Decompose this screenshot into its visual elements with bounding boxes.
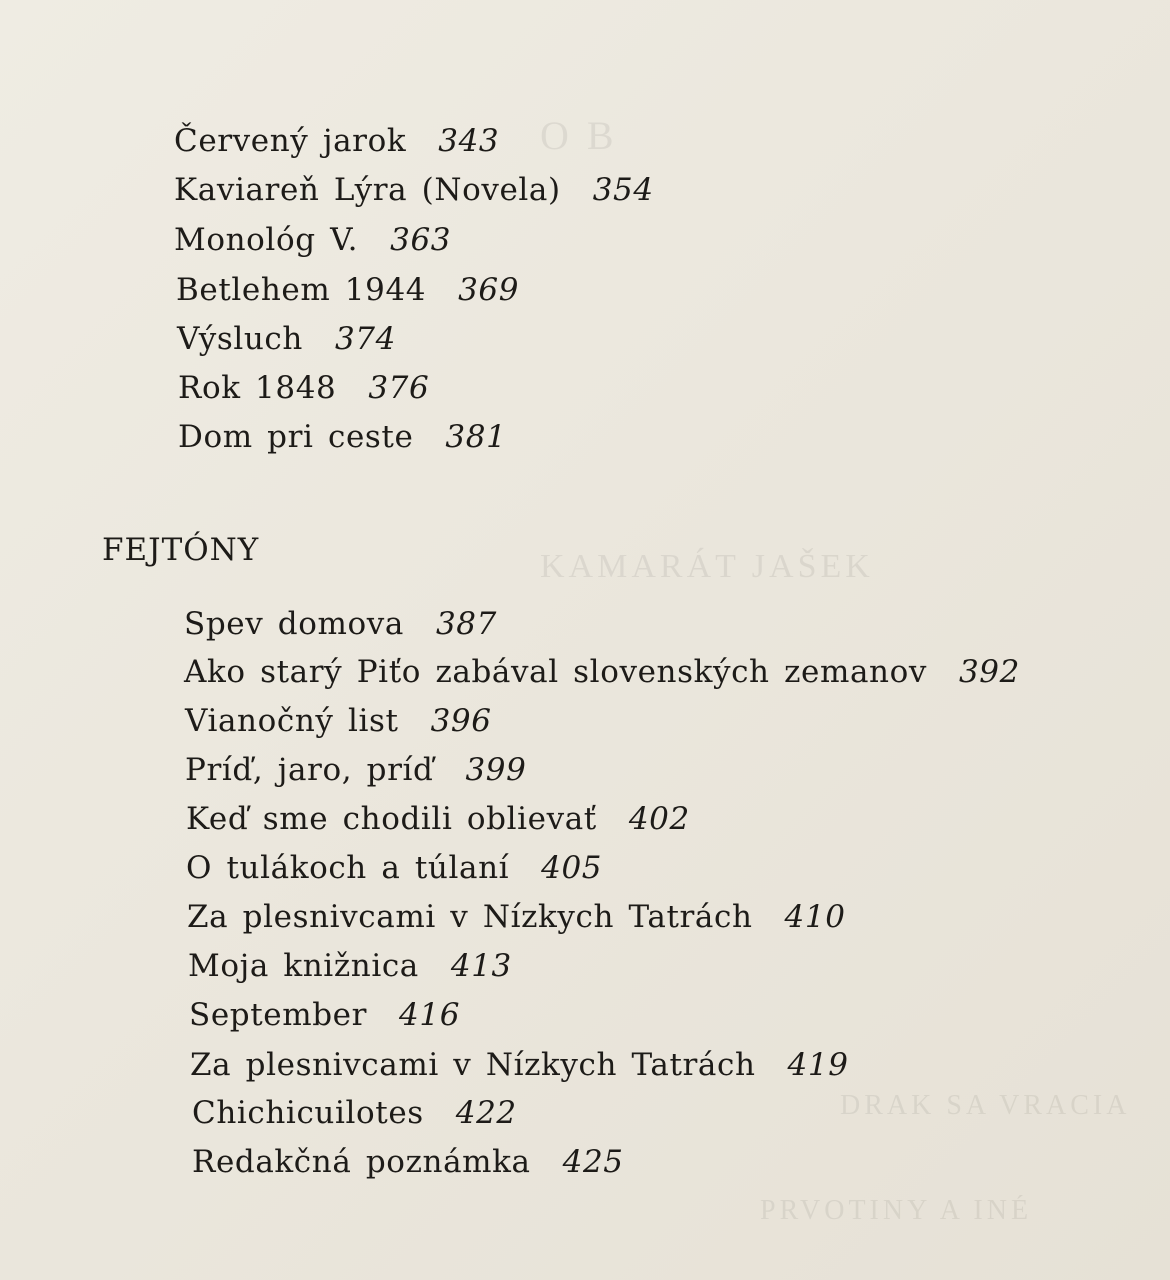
toc-entry-title: Moja knižnica bbox=[188, 948, 419, 984]
toc-entry-title: September bbox=[189, 997, 368, 1033]
toc-entry bbox=[186, 850, 603, 886]
toc-entry bbox=[174, 123, 500, 159]
toc-entry-page: 374 bbox=[334, 321, 396, 357]
toc-entry-page: 343 bbox=[438, 123, 500, 159]
toc-entry-page: 363 bbox=[390, 222, 452, 258]
toc-entry-page: 416 bbox=[399, 997, 461, 1033]
toc-entry-page: 396 bbox=[430, 703, 492, 739]
show-through-text: DRAK SA VRACIA bbox=[840, 1090, 1131, 1121]
toc-entry-page: 422 bbox=[455, 1095, 517, 1131]
toc-entry-page: 369 bbox=[458, 272, 520, 308]
section-heading: FEJTÓNY bbox=[102, 532, 260, 568]
toc-entry-page: 376 bbox=[368, 370, 430, 406]
toc-entry-title: Kaviareň Lýra (Novela) bbox=[174, 172, 561, 208]
show-through-text: PRVOTINY A INÉ bbox=[760, 1195, 1033, 1226]
toc-entry bbox=[178, 419, 507, 455]
toc-entry-title: Spev domova bbox=[184, 606, 404, 642]
toc-entry bbox=[190, 1047, 849, 1083]
toc-entry-title: Betlehem 1944 bbox=[176, 272, 427, 308]
toc-entry bbox=[187, 899, 846, 935]
toc-entry bbox=[185, 703, 492, 739]
toc-entry bbox=[188, 948, 512, 984]
toc-entry-page: 410 bbox=[784, 899, 846, 935]
toc-entry bbox=[189, 997, 461, 1033]
toc-entry bbox=[174, 222, 452, 258]
toc-entry-title: Za plesnivcami v Nízkych Tatrách bbox=[190, 1047, 756, 1083]
toc-entry-page: 425 bbox=[562, 1144, 624, 1180]
toc-entry-title: Červený jarok bbox=[174, 123, 407, 159]
show-through-text: KAMARÁT JAŠEK bbox=[540, 548, 874, 585]
toc-entry-page: 387 bbox=[435, 606, 497, 642]
toc-entry-title: Dom pri ceste bbox=[178, 419, 414, 455]
toc-entry-page: 381 bbox=[445, 419, 507, 455]
toc-entry-page: 419 bbox=[787, 1047, 849, 1083]
toc-entry-page: 405 bbox=[541, 850, 603, 886]
toc-entry bbox=[192, 1095, 517, 1131]
toc-entry-page: 392 bbox=[958, 654, 1020, 690]
toc-entry-title: Vianočný list bbox=[185, 703, 399, 739]
toc-entry-page: 399 bbox=[465, 752, 527, 788]
toc-entry-title: Redakčná poznámka bbox=[192, 1144, 531, 1180]
toc-entry bbox=[184, 654, 1020, 690]
toc-entry-title: O tulákoch a túlaní bbox=[186, 850, 510, 886]
toc-entry-page: 402 bbox=[628, 801, 690, 837]
toc-entry bbox=[176, 272, 520, 308]
toc-entry-title: Príď, jaro, príď bbox=[185, 752, 434, 788]
toc-entry-title: Rok 1848 bbox=[178, 370, 337, 406]
toc-entry bbox=[185, 752, 527, 788]
show-through-text: O B bbox=[540, 113, 618, 158]
toc-entry-title: Ako starý Piťo zabával slovenských zemanov bbox=[184, 654, 927, 690]
toc-entry bbox=[186, 801, 690, 837]
toc-entry bbox=[184, 606, 497, 642]
toc-entry-title: Výsluch bbox=[177, 321, 303, 357]
toc-entry bbox=[178, 370, 430, 406]
toc-entry-page: 413 bbox=[450, 948, 512, 984]
toc-entry-title: Za plesnivcami v Nízkych Tatrách bbox=[187, 899, 753, 935]
toc-entry-title: Chichicuilotes bbox=[192, 1095, 424, 1131]
toc-entry-title: Monológ V. bbox=[174, 222, 359, 258]
toc-entry bbox=[174, 172, 654, 208]
toc-entry-page: 354 bbox=[592, 172, 654, 208]
toc-entry-title: Keď sme chodili oblievať bbox=[186, 801, 597, 837]
toc-entry bbox=[177, 321, 396, 357]
toc-entry bbox=[192, 1144, 624, 1180]
